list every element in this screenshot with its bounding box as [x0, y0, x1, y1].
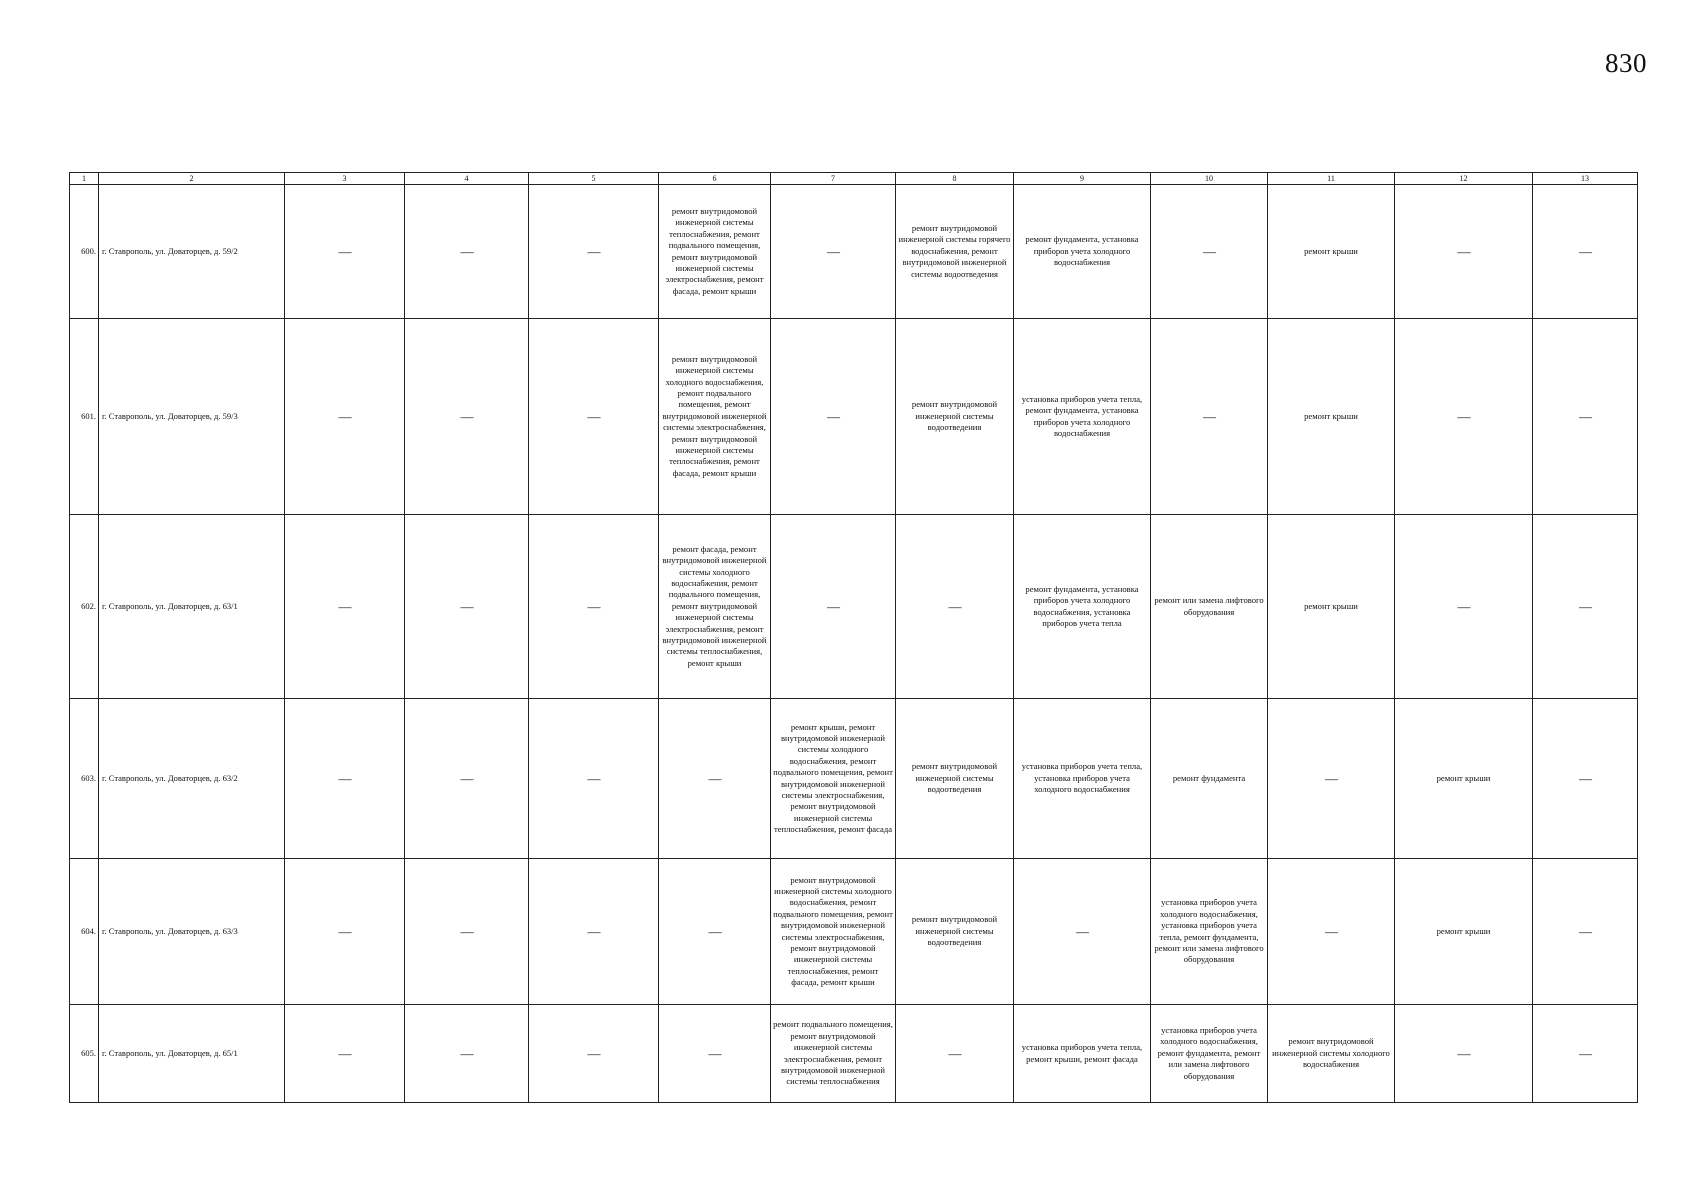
address-cell: г. Ставрополь, ул. Доваторцев, д. 63/1: [99, 515, 285, 699]
empty-dash-cell: —: [405, 515, 529, 699]
row-number: 602.: [70, 515, 99, 699]
work-description-cell: ремонт подвального помещения, ремонт внутридомовой инженерной системы электроснабжения, ремонт внутридомовой инженерной системы теплоснабжения: [771, 1005, 896, 1103]
column-header-1: 1: [70, 173, 99, 185]
empty-dash-cell: —: [1395, 1005, 1533, 1103]
empty-dash-cell: —: [405, 185, 529, 319]
empty-dash-cell: —: [285, 515, 405, 699]
work-description-cell: установка приборов учета тепла, ремонт фундамента, установка приборов учета холодного водоснабжения: [1014, 319, 1151, 515]
empty-dash-cell: —: [529, 319, 659, 515]
column-header-2: 2: [99, 173, 285, 185]
table-row: [70, 699, 1638, 859]
empty-dash-cell: —: [285, 185, 405, 319]
empty-dash-cell: —: [529, 515, 659, 699]
address-cell: г. Ставрополь, ул. Доваторцев, д. 65/1: [99, 1005, 285, 1103]
address-cell: г. Ставрополь, ул. Доваторцев, д. 59/3: [99, 319, 285, 515]
empty-dash-cell: —: [771, 319, 896, 515]
empty-dash-cell: —: [285, 1005, 405, 1103]
page-number: 830: [1605, 48, 1647, 78]
empty-dash-cell: —: [285, 699, 405, 859]
row-number: 605.: [70, 1005, 99, 1103]
empty-dash-cell: —: [1533, 319, 1638, 515]
work-description-cell: ремонт или замена лифтового оборудования: [1151, 515, 1268, 699]
empty-dash-cell: —: [1268, 699, 1395, 859]
row-number: 604.: [70, 859, 99, 1005]
work-description-cell: ремонт внутридомовой инженерной системы горячего водоснабжения, ремонт внутридомовой инженерной системы водоотведения: [896, 185, 1014, 319]
empty-dash-cell: —: [529, 185, 659, 319]
work-description-cell: установка приборов учета холодного водоснабжения, установка приборов учета тепла, ремонт фундамента, ремонт или замена лифтового оборудования: [1151, 859, 1268, 1005]
empty-dash-cell: —: [1395, 319, 1533, 515]
table-row: [70, 185, 1638, 319]
empty-dash-cell: —: [659, 859, 771, 1005]
empty-dash-cell: —: [771, 185, 896, 319]
column-header-6: 6: [659, 173, 771, 185]
work-description-cell: ремонт фундамента: [1151, 699, 1268, 859]
address-cell: г. Ставрополь, ул. Доваторцев, д. 63/2: [99, 699, 285, 859]
work-description-cell: ремонт внутридомовой инженерной системы теплоснабжения, ремонт подвального помещения, ремонт внутридомовой инженерной системы электроснабжения, ремонт фасада, ремонт крыши: [659, 185, 771, 319]
column-header-11: 11: [1268, 173, 1395, 185]
works-table-container: [69, 172, 1638, 1103]
work-description-cell: ремонт крыши: [1268, 319, 1395, 515]
work-description-cell: ремонт фасада, ремонт внутридомовой инженерной системы холодного водоснабжения, ремонт подвального помещения, ремонт внутридомовой инженерной системы электроснабжения, ремонт внутридомовой инженерной системы теплоснабжения, ремонт крыши: [659, 515, 771, 699]
work-description-cell: установка приборов учета тепла, ремонт крыши, ремонт фасада: [1014, 1005, 1151, 1103]
column-header-13: 13: [1533, 173, 1638, 185]
work-description-cell: ремонт внутридомовой инженерной системы холодного водоснабжения, ремонт подвального помещения, ремонт внутридомовой инженерной системы электроснабжения, ремонт внутридомовой инженерной системы теплоснабжения, ремонт фасада, ремонт крыши: [771, 859, 896, 1005]
column-header-9: 9: [1014, 173, 1151, 185]
empty-dash-cell: —: [1533, 515, 1638, 699]
empty-dash-cell: —: [1395, 185, 1533, 319]
empty-dash-cell: —: [405, 859, 529, 1005]
table-row: [70, 1005, 1638, 1103]
work-description-cell: ремонт крыши: [1268, 515, 1395, 699]
work-description-cell: ремонт крыши: [1395, 859, 1533, 1005]
work-description-cell: ремонт крыши: [1268, 185, 1395, 319]
empty-dash-cell: —: [659, 699, 771, 859]
column-header-10: 10: [1151, 173, 1268, 185]
empty-dash-cell: —: [529, 1005, 659, 1103]
column-header-12: 12: [1395, 173, 1533, 185]
header-row: [70, 173, 1638, 185]
empty-dash-cell: —: [405, 319, 529, 515]
work-description-cell: ремонт внутридомовой инженерной системы водоотведения: [896, 699, 1014, 859]
work-description-cell: ремонт внутридомовой инженерной системы холодного водоснабжения: [1268, 1005, 1395, 1103]
work-description-cell: установка приборов учета холодного водоснабжения, ремонт фундамента, ремонт или замена лифтового оборудования: [1151, 1005, 1268, 1103]
empty-dash-cell: —: [405, 699, 529, 859]
column-header-3: 3: [285, 173, 405, 185]
row-number: 601.: [70, 319, 99, 515]
table-body: [70, 185, 1638, 1103]
column-header-8: 8: [896, 173, 1014, 185]
empty-dash-cell: —: [1533, 1005, 1638, 1103]
empty-dash-cell: —: [659, 1005, 771, 1103]
empty-dash-cell: —: [1268, 859, 1395, 1005]
address-cell: г. Ставрополь, ул. Доваторцев, д. 63/3: [99, 859, 285, 1005]
column-header-7: 7: [771, 173, 896, 185]
table-row: [70, 319, 1638, 515]
table-row: [70, 859, 1638, 1005]
empty-dash-cell: —: [1533, 699, 1638, 859]
table-row: [70, 515, 1638, 699]
row-number: 603.: [70, 699, 99, 859]
column-header-4: 4: [405, 173, 529, 185]
work-description-cell: ремонт фундамента, установка приборов учета холодного водоснабжения: [1014, 185, 1151, 319]
work-description-cell: ремонт внутридомовой инженерной системы водоотведения: [896, 859, 1014, 1005]
empty-dash-cell: —: [529, 859, 659, 1005]
empty-dash-cell: —: [771, 515, 896, 699]
empty-dash-cell: —: [529, 699, 659, 859]
empty-dash-cell: —: [405, 1005, 529, 1103]
empty-dash-cell: —: [1533, 859, 1638, 1005]
work-description-cell: ремонт внутридомовой инженерной системы водоотведения: [896, 319, 1014, 515]
row-number: 600.: [70, 185, 99, 319]
address-cell: г. Ставрополь, ул. Доваторцев, д. 59/2: [99, 185, 285, 319]
column-header-5: 5: [529, 173, 659, 185]
work-description-cell: ремонт фундамента, установка приборов учета холодного водоснабжения, установка приборов учета тепла: [1014, 515, 1151, 699]
empty-dash-cell: —: [896, 515, 1014, 699]
empty-dash-cell: —: [896, 1005, 1014, 1103]
empty-dash-cell: —: [1533, 185, 1638, 319]
empty-dash-cell: —: [1151, 319, 1268, 515]
work-description-cell: ремонт крыши, ремонт внутридомовой инженерной системы холодного водоснабжения, ремонт подвального помещения, ремонт внутридомовой инженерной системы электроснабжения, ремонт внутридомовой инженерной системы теплоснабжения, ремонт фасада: [771, 699, 896, 859]
work-description-cell: ремонт крыши: [1395, 699, 1533, 859]
empty-dash-cell: —: [285, 859, 405, 1005]
work-description-cell: установка приборов учета тепла, установка приборов учета холодного водоснабжения: [1014, 699, 1151, 859]
empty-dash-cell: —: [1014, 859, 1151, 1005]
empty-dash-cell: —: [285, 319, 405, 515]
works-table: [69, 172, 1638, 1103]
work-description-cell: ремонт внутридомовой инженерной системы холодного водоснабжения, ремонт подвального помещения, ремонт внутридомовой инженерной системы электроснабжения, ремонт внутридомовой инженерной системы теплоснабжения, ремонт фасада, ремонт крыши: [659, 319, 771, 515]
empty-dash-cell: —: [1395, 515, 1533, 699]
empty-dash-cell: —: [1151, 185, 1268, 319]
